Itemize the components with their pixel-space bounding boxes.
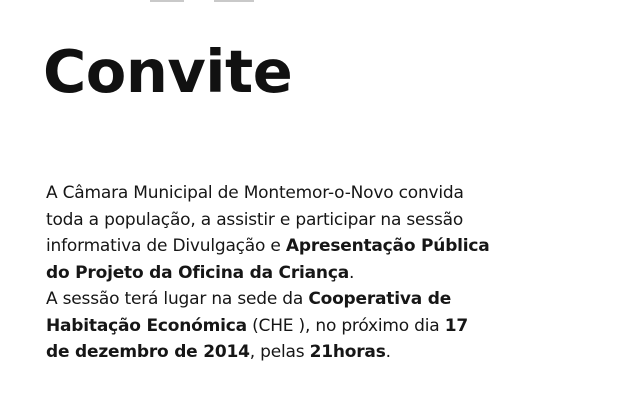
invitation-body	[46, 180, 626, 366]
emphasized-text: de dezembro de 2014	[46, 342, 250, 362]
body-text-segment: .	[348, 262, 355, 283]
body-text-segment: , pelas	[249, 342, 310, 362]
body-text-segment: (CHE ), no próximo dia	[246, 315, 445, 336]
emphasized-text: 21horas	[309, 342, 386, 362]
body-line	[46, 233, 626, 260]
body-line	[46, 180, 626, 207]
body-text-segment: A Câmara Municipal de Montemor-o-Novo convida	[46, 183, 464, 203]
body-line	[46, 286, 626, 313]
body-line	[46, 260, 626, 287]
emphasized-text: Apresentação Pública	[285, 236, 490, 256]
invitation-title: Convite	[43, 37, 293, 106]
cropped-top-edge	[0, 0, 640, 3]
top-edge-mark	[214, 0, 254, 2]
emphasized-text: 17	[444, 315, 468, 336]
emphasized-text: Cooperativa de	[308, 289, 452, 309]
body-text-segment: .	[385, 342, 391, 362]
emphasized-text: do Projeto da Oficina da Criança	[46, 262, 349, 283]
top-edge-mark	[150, 0, 184, 2]
body-line	[46, 207, 626, 234]
body-line	[46, 339, 626, 366]
body-text-segment: informativa de Divulgação e	[46, 236, 286, 256]
body-text-segment: toda a população, a assistir e participar na sessão	[46, 209, 464, 230]
body-text-segment: A sessão terá lugar na sede da	[46, 289, 309, 309]
emphasized-text: Habitação Económica	[46, 315, 247, 336]
body-line	[46, 313, 626, 340]
